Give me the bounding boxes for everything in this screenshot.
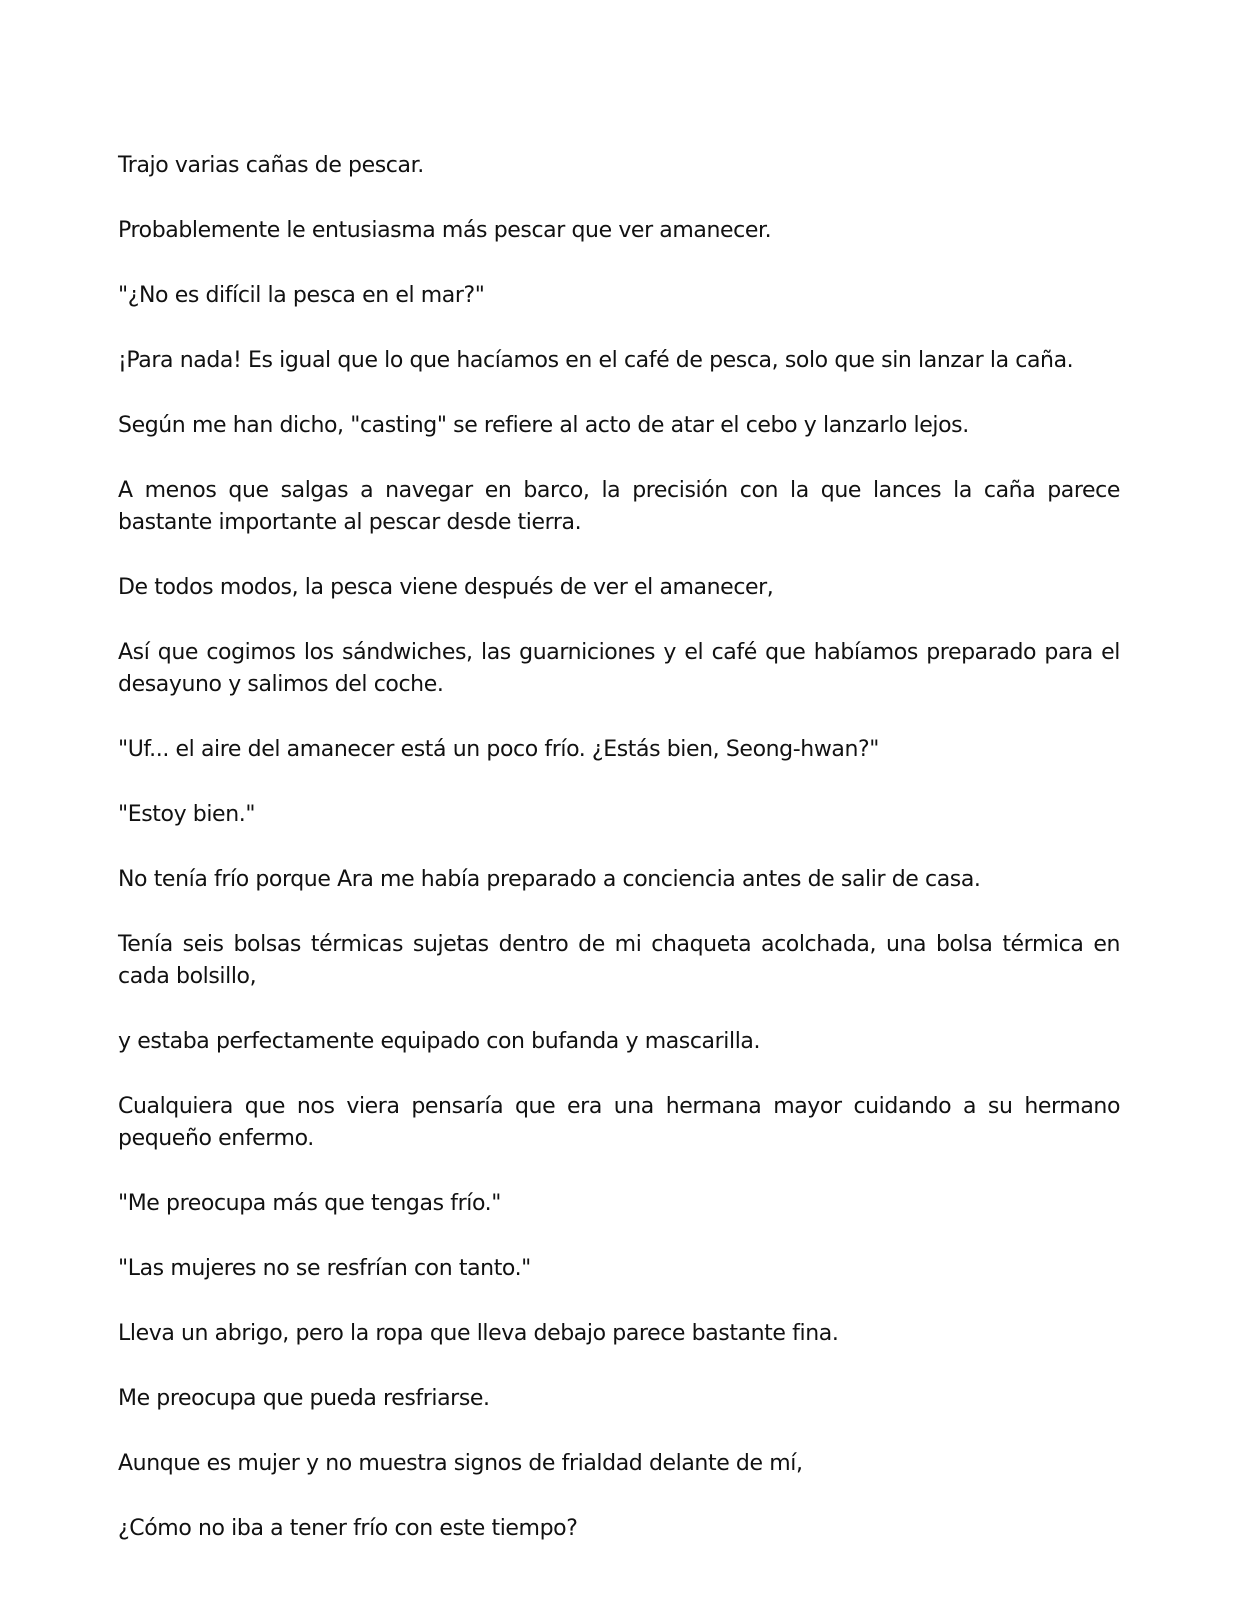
paragraph: De todos modos, la pesca viene después de ver el amanecer,	[118, 575, 774, 600]
paragraph: "Estoy bien."	[118, 802, 256, 827]
paragraph: "Me preocupa más que tengas frío."	[118, 1191, 501, 1216]
paragraph: Probablemente le entusiasma más pescar que ver amanecer.	[118, 218, 772, 243]
paragraph: Trajo varias cañas de pescar.	[118, 153, 424, 178]
paragraph: ¡Para nada! Es igual que lo que hacíamos en el café de pesca, solo que sin lanzar la caña.	[118, 348, 1074, 373]
paragraph: "Uf... el aire del amanecer está un poco frío. ¿Estás bien, Seong-hwan?"	[118, 737, 880, 762]
paragraph: Según me han dicho, "casting" se refiere al acto de atar el cebo y lanzarlo lejos.	[118, 413, 969, 438]
paragraph: "¿No es difícil la pesca en el mar?"	[118, 283, 485, 308]
paragraph: A menos que salgas a navegar en barco, la precisión con la que lances la caña parece bastante importante al pescar desde tierra.	[118, 478, 1120, 535]
paragraph: Cualquiera que nos viera pensaría que era una hermana mayor cuidando a su hermano pequeño enfermo.	[118, 1094, 1120, 1151]
paragraph: Lleva un abrigo, pero la ropa que lleva debajo parece bastante fina.	[118, 1321, 839, 1346]
paragraph: "Las mujeres no se resfrían con tanto."	[118, 1256, 531, 1281]
paragraph: Tenía seis bolsas térmicas sujetas dentro de mi chaqueta acolchada, una bolsa térmica en cada bolsillo,	[118, 932, 1120, 989]
paragraph: ¿Cómo no iba a tener frío con este tiempo?	[118, 1516, 578, 1541]
paragraph: Aunque es mujer y no muestra signos de frialdad delante de mí,	[118, 1451, 803, 1476]
paragraph: No tenía frío porque Ara me había preparado a conciencia antes de salir de casa.	[118, 867, 981, 892]
paragraph: y estaba perfectamente equipado con bufanda y mascarilla.	[118, 1029, 761, 1054]
document-body	[118, 150, 1120, 1578]
paragraph: Me preocupa que pueda resfriarse.	[118, 1386, 490, 1411]
paragraph: Así que cogimos los sándwiches, las guarniciones y el café que habíamos preparado para el desayuno y salimos del coche.	[118, 640, 1120, 697]
